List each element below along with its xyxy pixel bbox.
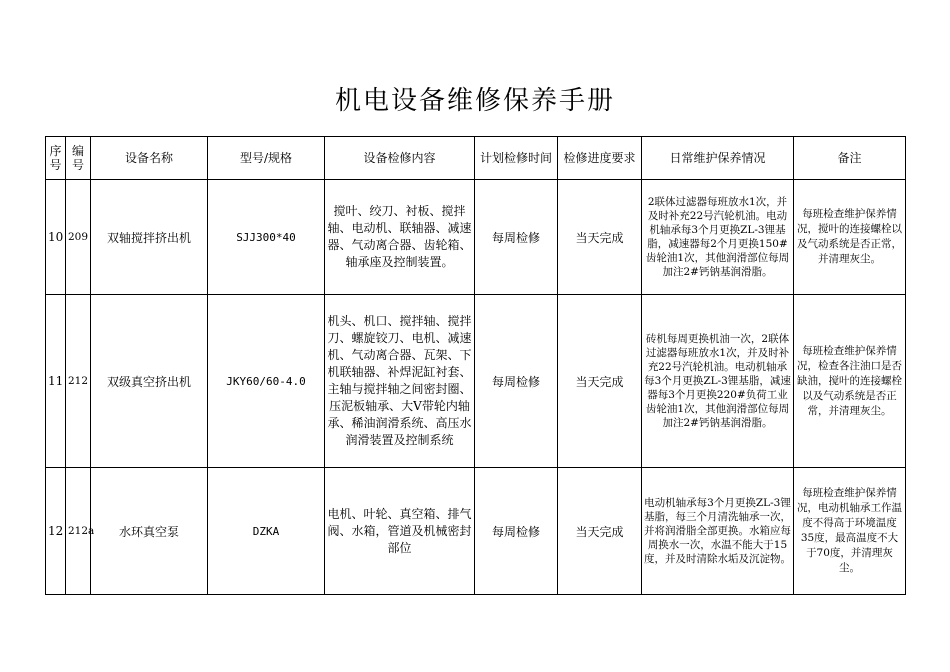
cell-seq: 12 — [46, 468, 66, 595]
cell-remark: 每班检查维护保养情况，检查各注油口是否缺油，搅叶的连接螺栓以及气动系统是否正常，并清理灰尘。 — [794, 295, 906, 468]
header-daily-care: 日常维护保养情况 — [642, 137, 794, 180]
cell-model: DZKA — [208, 468, 325, 595]
header-code: 编号 — [66, 137, 91, 180]
header-progress: 检修进度要求 — [558, 137, 642, 180]
cell-daily-care: 电动机轴承每3个月更换ZL-3锂基脂，每三个月清洗轴承一次，并将润滑脂全部更换。水箱应每周换水一次，水温不能大于15度，并及时清除水垢及沉淀物。 — [642, 468, 794, 595]
cell-model: JKY60/60-4.0 — [208, 295, 325, 468]
cell-content: 机头、机口、搅拌轴、搅拌刀、螺旋铰刀、电机、减速机、气动离合器、瓦架、下机联轴器、补焊泥缸衬套、主轴与搅拌轴之间密封圈、压泥板轴承、大V带轮内轴承、稀油润滑系统、高压水润滑装置及控制系统 — [325, 295, 475, 468]
cell-model: SJJ300*40 — [208, 180, 325, 295]
table-row — [46, 180, 906, 295]
cell-progress: 当天完成 — [558, 295, 642, 468]
cell-seq: 10 — [46, 180, 66, 295]
cell-name: 双级真空挤出机 — [91, 295, 208, 468]
cell-daily-care: 2联体过滤器每班放水1次，并及时补充22号汽轮机油。电动机轴承每3个月更换ZL-3锂基脂，减速器每2个月更换150#齿轮油1次，其他润滑部位每周加注2#钙钠基润滑脂。 — [642, 180, 794, 295]
cell-progress: 当天完成 — [558, 180, 642, 295]
header-plan-time: 计划检修时间 — [475, 137, 558, 180]
cell-remark: 每班检查维护保养情况，搅叶的连接螺栓以及气动系统是否正常，并清理灰尘。 — [794, 180, 906, 295]
cell-plan-time: 每周检修 — [475, 180, 558, 295]
maintenance-table — [45, 136, 906, 595]
table-row — [46, 295, 906, 468]
cell-code: 209 — [66, 180, 91, 295]
cell-content: 电机、叶轮、真空箱、排气阀、水箱，管道及机械密封部位 — [325, 468, 475, 595]
cell-content: 搅叶、绞刀、衬板、搅拌轴、电动机、联轴器、减速器、气动离合器、齿轮箱、轴承座及控制装置。 — [325, 180, 475, 295]
table-row — [46, 468, 906, 595]
cell-name: 双轴搅拌挤出机 — [91, 180, 208, 295]
cell-name: 水环真空泵 — [91, 468, 208, 595]
header-remark: 备注 — [794, 137, 906, 180]
cell-seq: 11 — [46, 295, 66, 468]
cell-progress: 当天完成 — [558, 468, 642, 595]
cell-code: 212 — [66, 295, 91, 468]
table-header-row — [46, 137, 906, 180]
cell-plan-time: 每周检修 — [475, 468, 558, 595]
header-seq: 序号 — [46, 137, 66, 180]
header-model: 型号/规格 — [208, 137, 325, 180]
cell-daily-care: 砖机每周更换机油一次，2联体过滤器每班放水1次，并及时补充22号汽轮机油。电动机轴承每3个月更换ZL-3锂基脂，减速器每3个月更换220#负荷工业齿轮油1次，其他润滑部位每周加注2#钙钠基润滑脂。 — [642, 295, 794, 468]
header-name: 设备名称 — [91, 137, 208, 180]
page-title: 机电设备维修保养手册 — [334, 86, 615, 116]
cell-code: 212a — [66, 468, 91, 595]
cell-plan-time: 每周检修 — [475, 295, 558, 468]
cell-remark: 每班检查维护保养情况，电动机轴承工作温度不得高于环境温度35度，最高温度不大于70度，并清理灰尘。 — [794, 468, 906, 595]
header-content: 设备检修内容 — [325, 137, 475, 180]
